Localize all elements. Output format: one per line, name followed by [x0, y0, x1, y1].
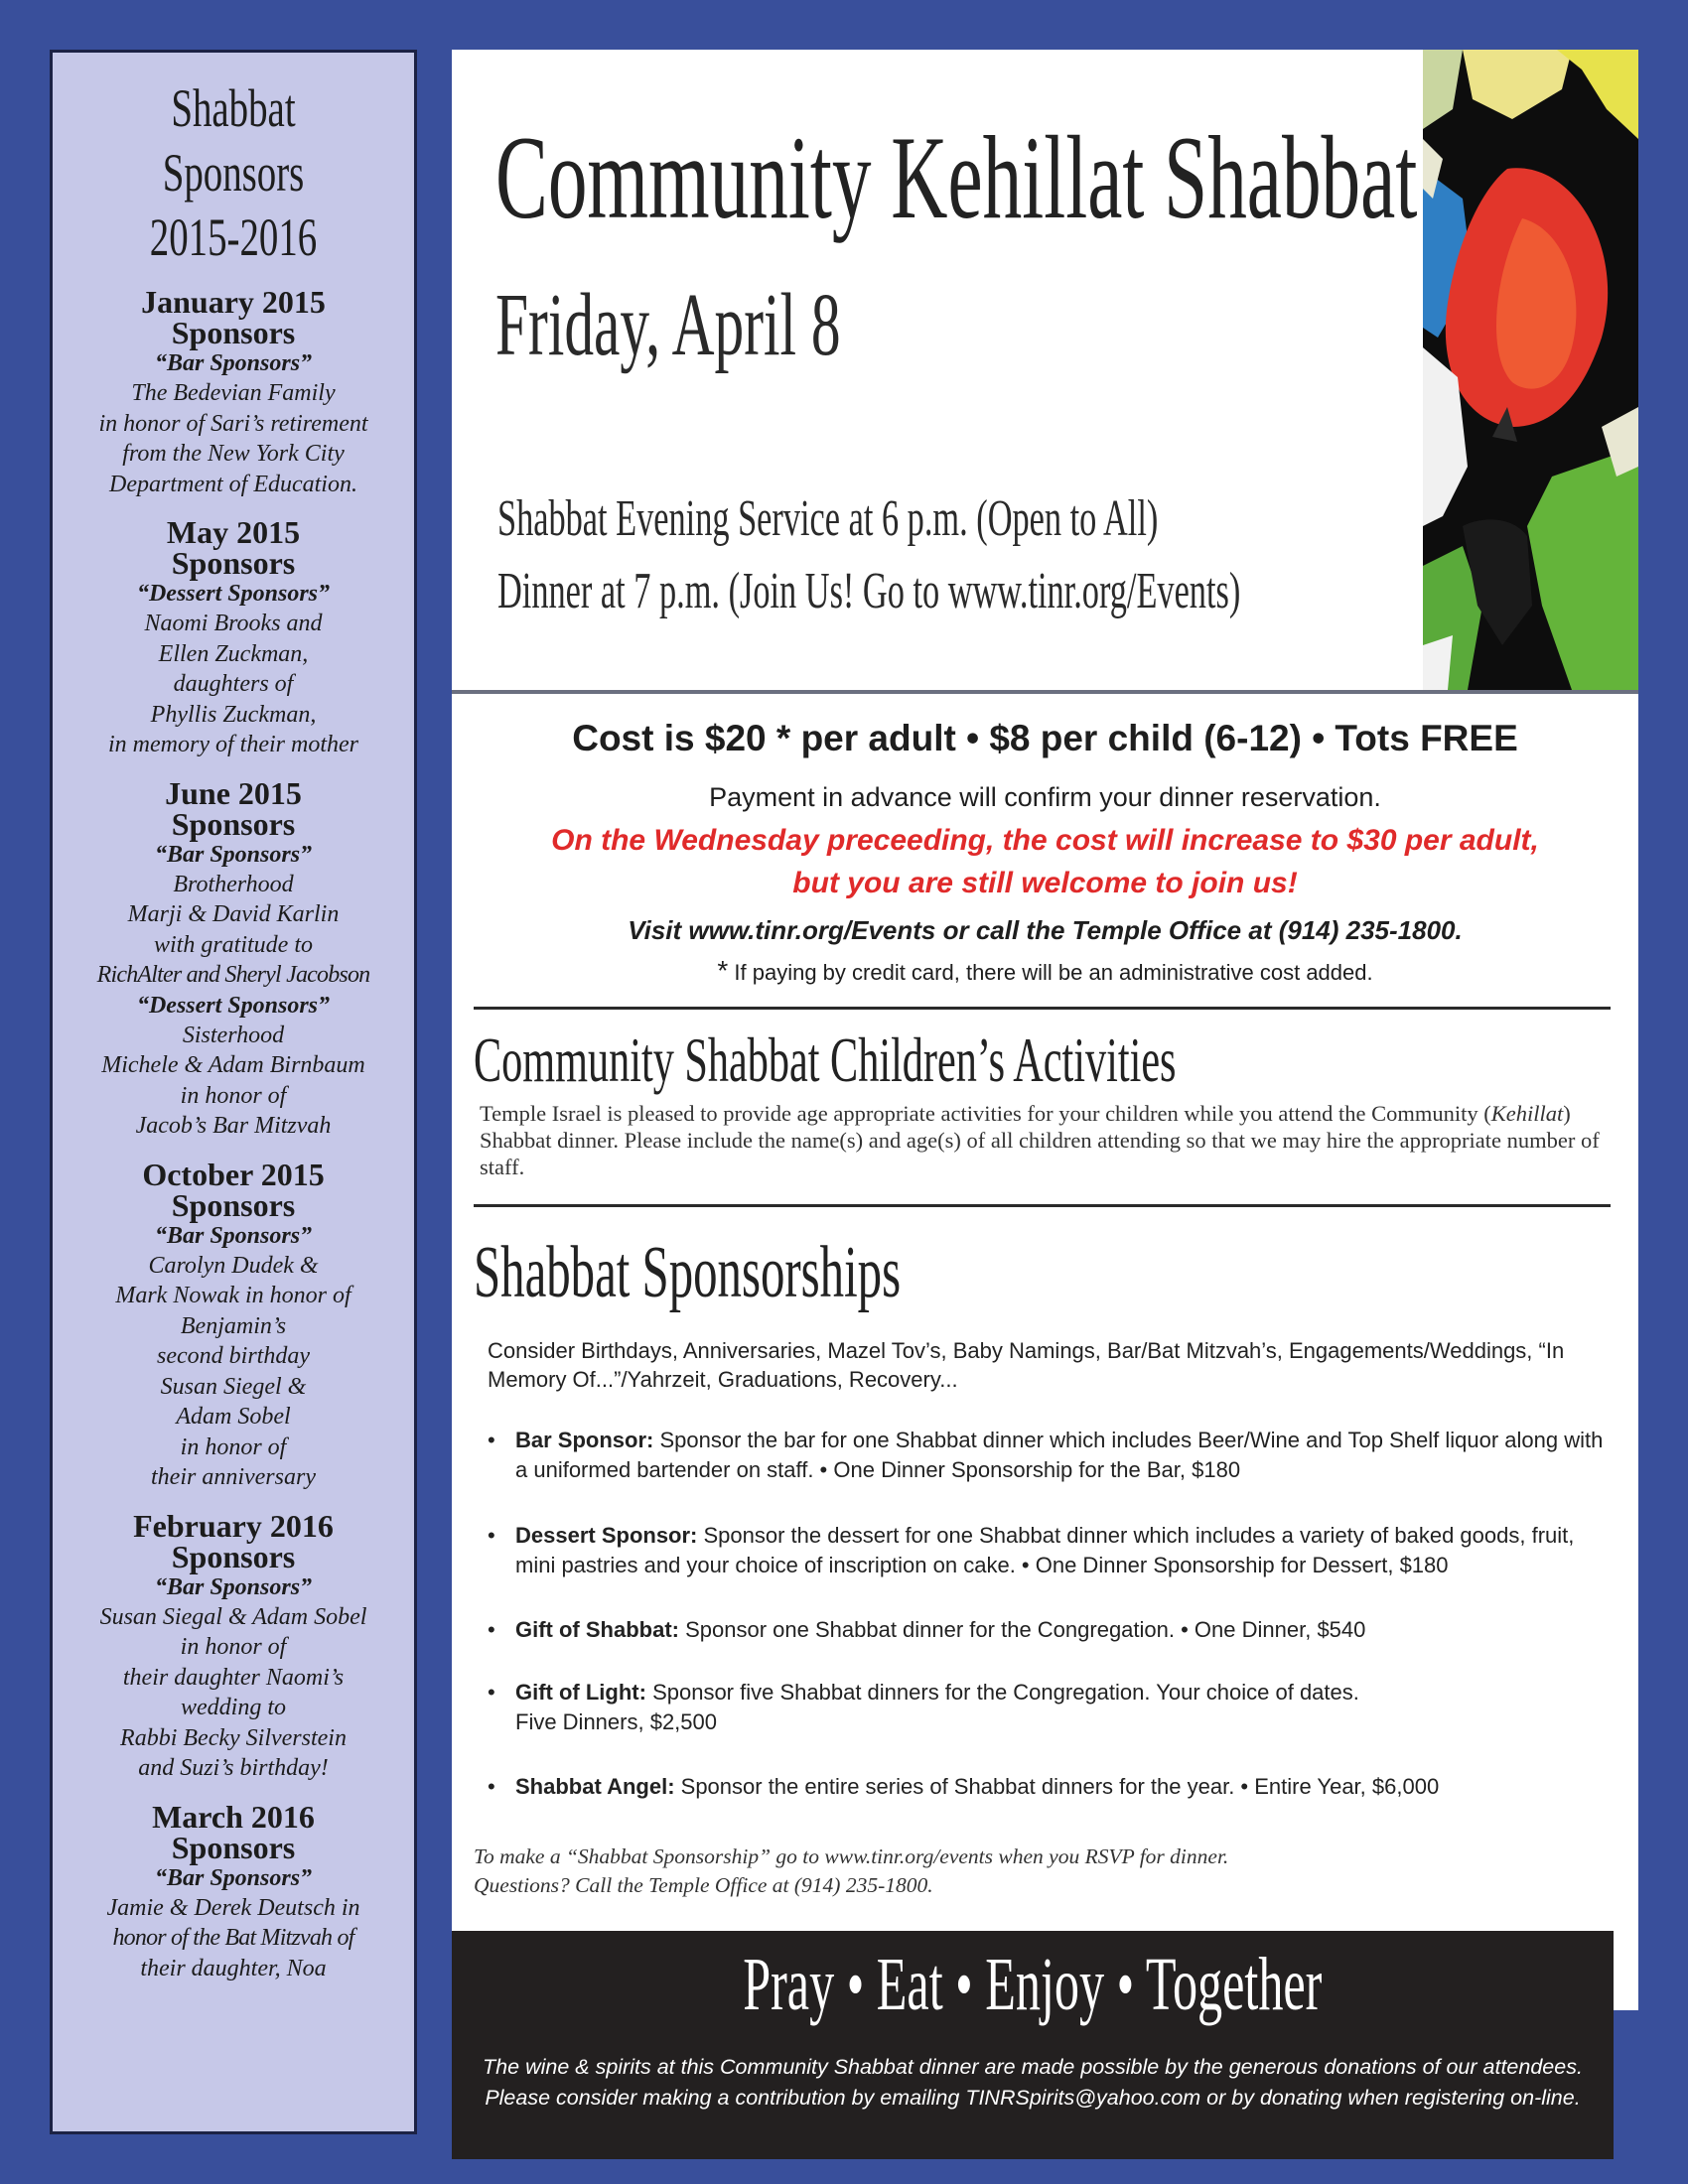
- sponsor-line: RichAlter and Sheryl Jacobson: [96, 962, 370, 989]
- bullet: •: [488, 1523, 495, 1548]
- footer-note-line: The wine & spirits at this Community Shabbat dinner are made possible by the generous donations of our attendees.: [483, 2055, 1583, 2079]
- sponsor-line: Naomi Brooks and: [144, 611, 323, 637]
- sponsor-role: “Bar Sponsors”: [154, 841, 313, 868]
- price-increase-warning: On the Wednesday preceeding, the cost will increase to $30 per adult,: [551, 824, 1539, 857]
- sponsor-role: “Bar Sponsors”: [154, 1864, 313, 1891]
- sponsor-line: in honor of Sari’s retirement: [98, 410, 368, 437]
- sponsor-line: with gratitude to: [153, 931, 313, 958]
- sponsorship-item-bar: [488, 1426, 1619, 1485]
- section-divider: [474, 1007, 1611, 1010]
- sponsorship-term: Bar Sponsor:: [515, 1428, 654, 1452]
- sponsorship-description: Sponsor one Shabbat dinner for the Congregation. • One Dinner, $540: [678, 1617, 1366, 1642]
- sponsor-block-may-2015: [53, 514, 414, 760]
- sponsor-label: Sponsors: [171, 1829, 296, 1865]
- event-date-text: Friday, April 8: [495, 276, 841, 374]
- sponsor-label: Sponsors: [171, 315, 296, 351]
- sponsor-role: “Bar Sponsors”: [154, 1222, 313, 1249]
- event-title: [495, 113, 1688, 242]
- sponsor-block-march-2016: [53, 1798, 414, 1984]
- service-time-text: Shabbat Evening Service at 6 p.m. (Open to All): [497, 490, 1159, 547]
- sponsor-label: Sponsors: [171, 805, 296, 842]
- footnote-line: To make a “Shabbat Sponsorship” go to www.tinr.org/events when you RSVP for dinner.: [474, 1844, 1229, 1868]
- sponsor-line: their anniversary: [151, 1464, 316, 1491]
- sponsor-line: Mark Nowak in honor of: [115, 1283, 352, 1309]
- sponsorship-price: Five Dinners, $2,500: [515, 1709, 717, 1734]
- sponsor-line: The Bedevian Family: [131, 380, 336, 407]
- children-activities-heading: [474, 1021, 1538, 1100]
- sponsorship-item-dessert: [488, 1521, 1619, 1580]
- sidebar-title-year: 2015-2016: [149, 206, 318, 267]
- sponsor-line: Sisterhood: [182, 1022, 285, 1048]
- sponsor-role: “Dessert Sponsors”: [136, 581, 331, 608]
- sidebar-title-line: Shabbat Sponsors: [162, 78, 305, 203]
- footnote-line: Questions? Call the Temple Office at (914) 235-1800.: [474, 1873, 933, 1897]
- bullet: •: [488, 1428, 495, 1452]
- sponsor-line: in honor of: [180, 1634, 287, 1661]
- sponsorship-occasions: Consider Birthdays, Anniversaries, Mazel Tov’s, Baby Namings, Bar/Bat Mitzvah’s, Engagements/Weddings, “In Memory Of...”/Yahrzeit, Graduations, Recovery...: [488, 1338, 1565, 1392]
- sponsor-line: daughters of: [173, 671, 294, 698]
- footer-note-line: Please consider making a contribution by emailing TINRSpirits@yahoo.com or by donating when registering on-line.: [485, 2086, 1581, 2110]
- price-increase-welcome: but you are still welcome to join us!: [792, 867, 1298, 899]
- children-activities-heading-text: Community Shabbat Children’s Activities: [474, 1024, 1177, 1095]
- sponsor-line: their daughter Naomi’s: [122, 1664, 345, 1691]
- sponsor-line: Carolyn Dudek &: [148, 1252, 319, 1279]
- tagline: [452, 1937, 1614, 2032]
- cost-line: Cost is $20 * per adult • $8 per child (6-12) • Tots FREE: [572, 718, 1518, 758]
- sponsor-line: Ellen Zuckman,: [158, 640, 309, 667]
- footer-banner: [452, 1931, 1614, 2159]
- asterisk-mark: *: [717, 955, 729, 986]
- sponsor-month: May 2015: [166, 514, 301, 551]
- sponsorship-item-gift-of-shabbat: [488, 1615, 1619, 1645]
- sponsor-role: “Dessert Sponsors”: [136, 992, 331, 1019]
- sponsor-line: honor of the Bat Mitzvah of: [112, 1925, 354, 1952]
- sponsor-role: “Bar Sponsors”: [154, 350, 313, 377]
- credit-card-note: [452, 955, 1638, 987]
- header-divider: [452, 690, 1638, 694]
- sponsor-line: Susan Siegel &: [160, 1373, 307, 1400]
- sponsor-line: Department of Education.: [109, 471, 357, 497]
- sponsor-month: January 2015: [141, 284, 326, 321]
- sponsorship-item-shabbat-angel: [488, 1772, 1619, 1802]
- sponsor-line: Jamie & Derek Deutsch in: [106, 1894, 360, 1921]
- sponsorship-term: Gift of Light:: [515, 1680, 646, 1705]
- sponsor-line: Brotherhood: [173, 871, 294, 897]
- sponsorship-description: Sponsor the entire series of Shabbat dinners for the year. • Entire Year, $6,000: [674, 1774, 1440, 1799]
- event-title-text: Community Kehillat Shabbat: [495, 111, 1418, 243]
- sponsorship-description: Sponsor the dessert for one Shabbat dinner which includes a variety of baked goods, fruit, mini pastries and your choice of inscription on cake. • One Dinner Sponsorship for Dessert, $180: [515, 1523, 1575, 1577]
- section-divider: [474, 1204, 1611, 1207]
- sponsorship-item-gift-of-light: [488, 1678, 1619, 1737]
- sponsorships-heading-text: Shabbat Sponsorships: [474, 1232, 902, 1313]
- tagline-text: Pray • Eat • Enjoy • Together: [743, 1943, 1323, 2026]
- sponsor-line: Benjamin’s: [180, 1312, 287, 1339]
- sponsor-line: Jacob’s Bar Mitzvah: [135, 1113, 332, 1140]
- kehillat-italic: Kehillat: [1490, 1101, 1564, 1126]
- bullet: •: [488, 1680, 495, 1705]
- sponsor-line: Adam Sobel: [176, 1404, 291, 1431]
- sponsor-role: “Bar Sponsors”: [154, 1573, 313, 1600]
- sponsor-label: Sponsors: [171, 545, 296, 582]
- flyer-main-panel: [452, 50, 1638, 2010]
- children-body-text: Temple Israel is pleased to provide age appropriate activities for your children while you attend the Community (: [480, 1101, 1491, 1126]
- sponsor-line: from the New York City: [122, 441, 345, 468]
- sponsor-block-february-2016: [53, 1507, 414, 1784]
- sponsor-month: March 2016: [152, 1798, 315, 1835]
- sponsor-month: October 2015: [142, 1156, 325, 1192]
- children-body-text: ) Shabbat dinner. Please include the name(s) and age(s) of all children attending so that we may hire the appropriate number of staff.: [480, 1101, 1600, 1179]
- sponsor-line: wedding to: [181, 1695, 286, 1721]
- sponsor-label: Sponsors: [171, 1186, 296, 1223]
- children-activities-body: [480, 1100, 1621, 1180]
- footer-note: [452, 2052, 1614, 2114]
- sponsor-block-june-2015: [53, 774, 414, 1142]
- sponsor-line: in honor of: [180, 1082, 287, 1109]
- sponsor-line: Susan Siegal & Adam Sobel: [99, 1603, 367, 1630]
- dinner-time-text: Dinner at 7 p.m. (Join Us! Go to www.tinr.org/Events): [497, 563, 1241, 619]
- sidebar-title: [103, 76, 363, 269]
- sponsorship-term: Dessert Sponsor:: [515, 1523, 698, 1548]
- sponsorship-footnote: [474, 1843, 1228, 1900]
- visit-instructions: Visit www.tinr.org/Events or call the Temple Office at (914) 235-1800.: [628, 915, 1463, 945]
- sponsor-label: Sponsors: [171, 1538, 296, 1574]
- sponsor-line: in memory of their mother: [108, 732, 358, 758]
- sponsorship-description: Sponsor five Shabbat dinners for the Congregation. Your choice of dates.: [645, 1680, 1359, 1705]
- event-date: [495, 276, 1019, 375]
- dinner-time: [497, 561, 1623, 622]
- bullet: •: [488, 1774, 495, 1799]
- sponsor-month: June 2015: [165, 774, 302, 811]
- sponsor-line: in honor of: [180, 1433, 287, 1460]
- sponsor-block-january-2015: [53, 284, 414, 499]
- sponsor-line: Marji & David Karlin: [127, 901, 340, 928]
- sponsorship-description: Sponsor the bar for one Shabbat dinner which includes Beer/Wine and Top Shelf liquor along with a uniformed bartender on staff. • One Dinner Sponsorship for the Bar, $180: [515, 1428, 1604, 1482]
- service-time: [497, 488, 1498, 550]
- bullet: •: [488, 1617, 495, 1642]
- sponsorship-term: Gift of Shabbat:: [515, 1617, 679, 1642]
- sponsor-line: Rabbi Becky Silverstein: [120, 1724, 347, 1751]
- sponsor-block-october-2015: [53, 1156, 414, 1493]
- sponsors-sidebar: [50, 50, 417, 2134]
- sponsorships-heading: [474, 1227, 1121, 1318]
- sponsor-line: second birthday: [157, 1343, 310, 1370]
- payment-note: Payment in advance will confirm your dinner reservation.: [709, 782, 1381, 812]
- sponsor-line: their daughter, Noa: [140, 1955, 327, 1981]
- sponsor-line: Michele & Adam Birnbaum: [101, 1052, 365, 1079]
- sponsor-month: February 2016: [133, 1507, 334, 1544]
- sponsor-line: Phyllis Zuckman,: [150, 701, 317, 728]
- credit-card-note-text: If paying by credit card, there will be an administrative cost added.: [728, 960, 1373, 985]
- sponsor-line: and Suzi’s birthday!: [138, 1755, 329, 1782]
- sponsorship-term: Shabbat Angel:: [515, 1774, 675, 1799]
